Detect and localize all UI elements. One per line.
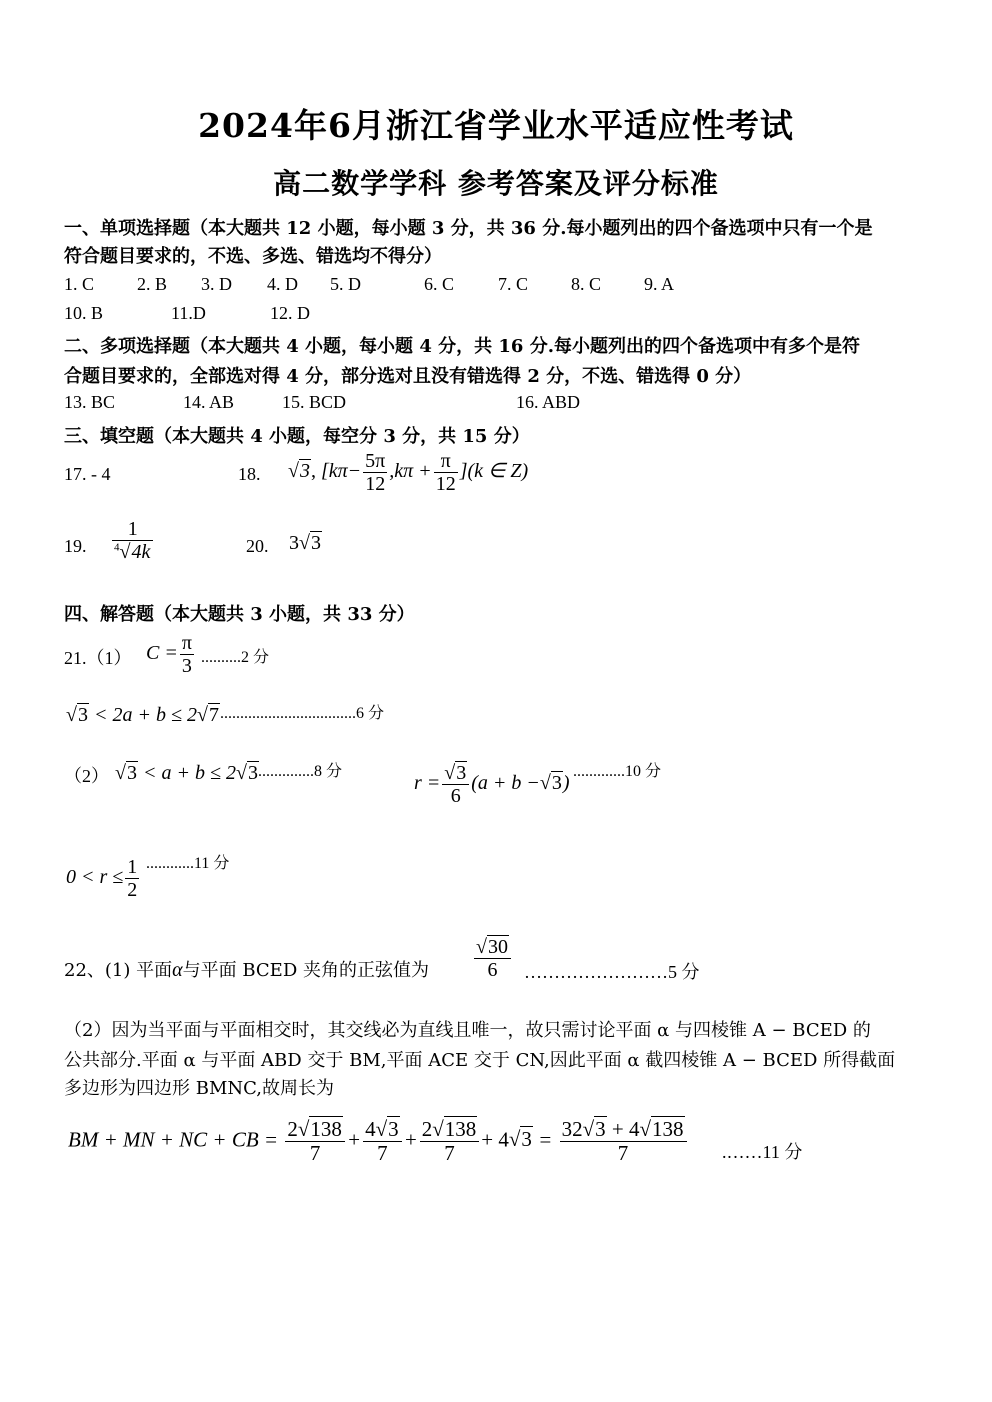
fraction-5pi-12: $\frac{5\pi}{12}$ [365, 450, 386, 495]
q21-score-2: ..................................6 分 [220, 705, 385, 722]
answer-15: 15. BCD [282, 392, 347, 412]
q21-label: 21.（1） [64, 648, 132, 668]
page-subtitle: 高二数学学科 参考答案及评分标准 [273, 167, 719, 200]
answer-20-label: 20. [246, 536, 269, 556]
q22-part2-line2: 公共部分.平面 α 与平面 ABD 交于 BM,平面 ACE 交于 CN,因此平面 α 截四棱锥 A − BCED 所得截面 [64, 1050, 896, 1071]
answer-11: 11.D [171, 303, 206, 323]
interval-left: [kπ− [320, 460, 362, 483]
q21-line3-expression: √3 < a + b ≤ 2√3 [115, 762, 258, 784]
answer-10: 10. B [64, 303, 104, 323]
answer-6: 6. C [424, 274, 455, 294]
q22-score-2: .……11 分 [722, 1142, 803, 1162]
section-4-heading: 四、解答题（本大题共 3 小题，共 33 分） [64, 604, 415, 625]
answer-3: 3. D [201, 274, 232, 294]
section-1-heading-line1: 一、单项选择题（本大题共 12 小题，每小题 3 分，共 36 分.每小题列出的四个备选项中只有一个是 [64, 218, 873, 239]
q21-line5-expression: 0 < r ≤ $\frac{1}{2}$ [66, 856, 138, 901]
root-index: 4 [114, 541, 120, 554]
answer-14: 14. AB [183, 392, 235, 412]
section-3-heading: 三、填空题（本大题共 4 小题，每空分 3 分，共 15 分） [64, 426, 530, 447]
q21-line2-expression: √3 < 2a + b ≤ 2√7 [66, 704, 219, 726]
section-2-heading-line2: 合题目要求的，全部选对得 4 分，部分选对且没有错选得 2 分，不选、错选得 0 分） [64, 366, 752, 387]
fraction-pi-12: $\frac{\pi}{12}$ [435, 450, 456, 495]
interval-mid: ,kπ + [389, 460, 432, 483]
q22-perimeter-equation: BM + MN + NC + CB = $\frac{2√138}{7}$ + $\frac{4√3}{7}$ + $\frac{2√138}{7}$ + 4√3 = $\frac{32√3 + 4√138}{7}$ [68, 1118, 689, 1165]
q22-part2-line3: 多边形为四边形 BMNC,故周长为 [64, 1078, 334, 1099]
answer-18-expression: √3, [kπ− $\frac{5\pi}{12}$ ,kπ + $\frac{\pi}{12}$ ](k ∈ Z) [288, 450, 529, 495]
answer-2: 2. B [137, 274, 168, 294]
fraction-numerator: 1 [112, 518, 153, 541]
answer-8: 8. C [571, 274, 602, 294]
q22-part1: 22、(1) 平面α与平面 BCED 夹角的正弦值为 [64, 959, 429, 981]
section-1-heading-line2: 符合题目要求的，不选、多选、错选均不得分） [64, 246, 442, 267]
q21-radius-expression: r = $\frac{√3}{6}$ (a + b −√3) [414, 762, 570, 807]
answer-1: 1. C [64, 274, 95, 294]
q21-part1-expression: C = $\frac{\pi}{3}$ [146, 632, 192, 677]
answer-13: 13. BC [64, 392, 116, 412]
answer-19-expression: $\frac{1}{^4√4k}$ [110, 518, 155, 563]
sqrt-radicand: 3 [299, 460, 310, 483]
page-title: 2024年6月浙江省学业水平适应性考试 [198, 106, 794, 145]
section-2-heading-line1: 二、多项选择题（本大题共 4 小题，每小题 4 分，共 16 分.每小题列出的四个备选项中有多个是符 [64, 336, 860, 357]
q22-part1-fraction: $\frac{√30}{6}$ [472, 936, 513, 981]
answer-16: 16. ABD [516, 392, 581, 412]
q21-score-3: ..............8 分 [258, 763, 343, 780]
answer-9: 9. A [644, 274, 675, 294]
q22-part2-line1: （2）因为当平面与平面相交时，其交线必为直线且唯一，故只需讨论平面 α 与四棱锥 A − BCED 的 [64, 1020, 871, 1041]
q21-part2-label: （2） [64, 766, 109, 786]
q21-score-4: .............10 分 [573, 763, 662, 780]
interval-end: ](k ∈ Z) [459, 460, 529, 483]
answer-18-label: 18. [238, 464, 261, 484]
answer-12: 12. D [270, 303, 310, 323]
root-radicand: 4k [131, 541, 151, 563]
q21-score-5: ............11 分 [146, 855, 230, 872]
answer-17: 17. - 4 [64, 464, 111, 484]
answer-4: 4. D [267, 274, 298, 294]
q21-score-1: ..........2 分 [201, 649, 270, 666]
answer-20-expression: 3√3 [289, 532, 321, 554]
q22-score-1: ……………………5 分 [524, 962, 700, 982]
answer-5: 5. D [330, 274, 361, 294]
answer-7: 7. C [498, 274, 529, 294]
answer-19-label: 19. [64, 536, 87, 556]
